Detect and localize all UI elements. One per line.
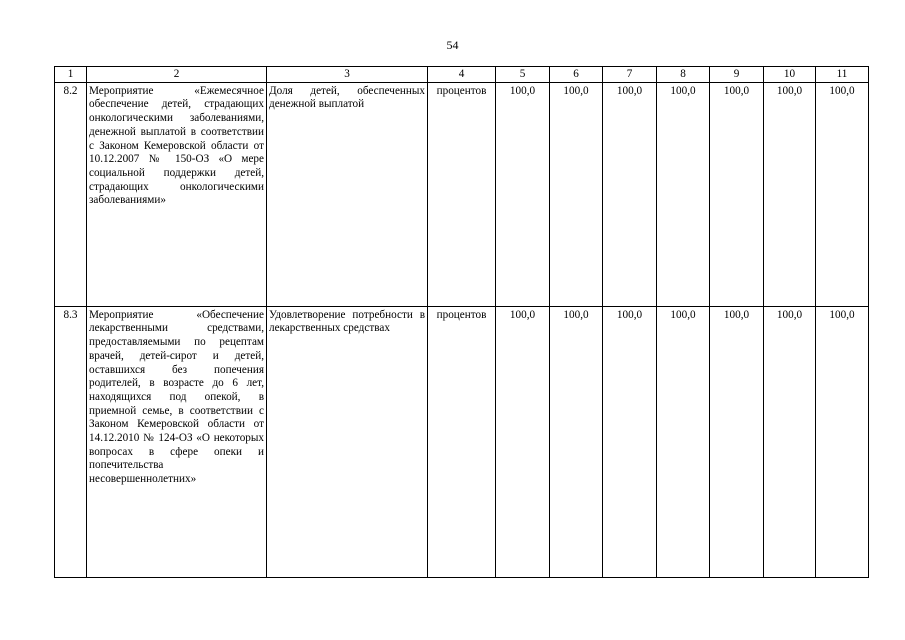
value-cell: 100,0 bbox=[657, 306, 710, 577]
column-header: 8 bbox=[657, 67, 710, 83]
value-cell: 100,0 bbox=[710, 82, 764, 306]
column-header: 2 bbox=[87, 67, 267, 83]
indicator-name: Удовлетворение потребности в лекарственных средствах bbox=[267, 306, 428, 577]
column-header: 9 bbox=[710, 67, 764, 83]
column-header: 11 bbox=[816, 67, 869, 83]
value-cell: 100,0 bbox=[603, 82, 657, 306]
unit-cell: процентов bbox=[428, 306, 496, 577]
value-cell: 100,0 bbox=[550, 306, 603, 577]
value-cell: 100,0 bbox=[657, 82, 710, 306]
value-cell: 100,0 bbox=[816, 306, 869, 577]
value-cell: 100,0 bbox=[764, 82, 816, 306]
column-header: 5 bbox=[496, 67, 550, 83]
value-cell: 100,0 bbox=[816, 82, 869, 306]
table-row bbox=[55, 82, 869, 306]
event-description: Мероприятие «Обеспечение лекарственными средствами, предоставляемыми по рецептам врачей, детей-сирот и детей, оставшихся без попечения родителей, в возрасте до 6 лет, находящихся под опекой, в приемной семье, в соответствии с Законом Кемеровской области от 14.12.2010 № 124-ОЗ «О некоторых вопросах в сфере опеки и попечительства несовершеннолетних» bbox=[87, 306, 267, 577]
indicators-table bbox=[54, 66, 869, 578]
column-header: 6 bbox=[550, 67, 603, 83]
value-cell: 100,0 bbox=[603, 306, 657, 577]
column-header: 10 bbox=[764, 67, 816, 83]
indicator-name: Доля детей, обеспеченных денежной выплатой bbox=[267, 82, 428, 306]
row-number: 8.3 bbox=[55, 306, 87, 577]
value-cell: 100,0 bbox=[710, 306, 764, 577]
value-cell: 100,0 bbox=[764, 306, 816, 577]
column-header: 3 bbox=[267, 67, 428, 83]
page-number: 54 bbox=[446, 38, 459, 52]
value-cell: 100,0 bbox=[550, 82, 603, 306]
column-header: 7 bbox=[603, 67, 657, 83]
unit-cell: процентов bbox=[428, 82, 496, 306]
table-header-row bbox=[55, 67, 869, 83]
row-number: 8.2 bbox=[55, 82, 87, 306]
table-row bbox=[55, 306, 869, 577]
column-header: 1 bbox=[55, 67, 87, 83]
column-header: 4 bbox=[428, 67, 496, 83]
value-cell: 100,0 bbox=[496, 306, 550, 577]
event-description: Мероприятие «Ежемесячное обеспечение детей, страдающих онкологическими заболеваниями, денежной выплатой в соответствии с Законом Кемеровской области от 10.12.2007 № 150-ОЗ «О мере социальной поддержки детей, страдающих онкологическими заболеваниями» bbox=[87, 82, 267, 306]
value-cell: 100,0 bbox=[496, 82, 550, 306]
